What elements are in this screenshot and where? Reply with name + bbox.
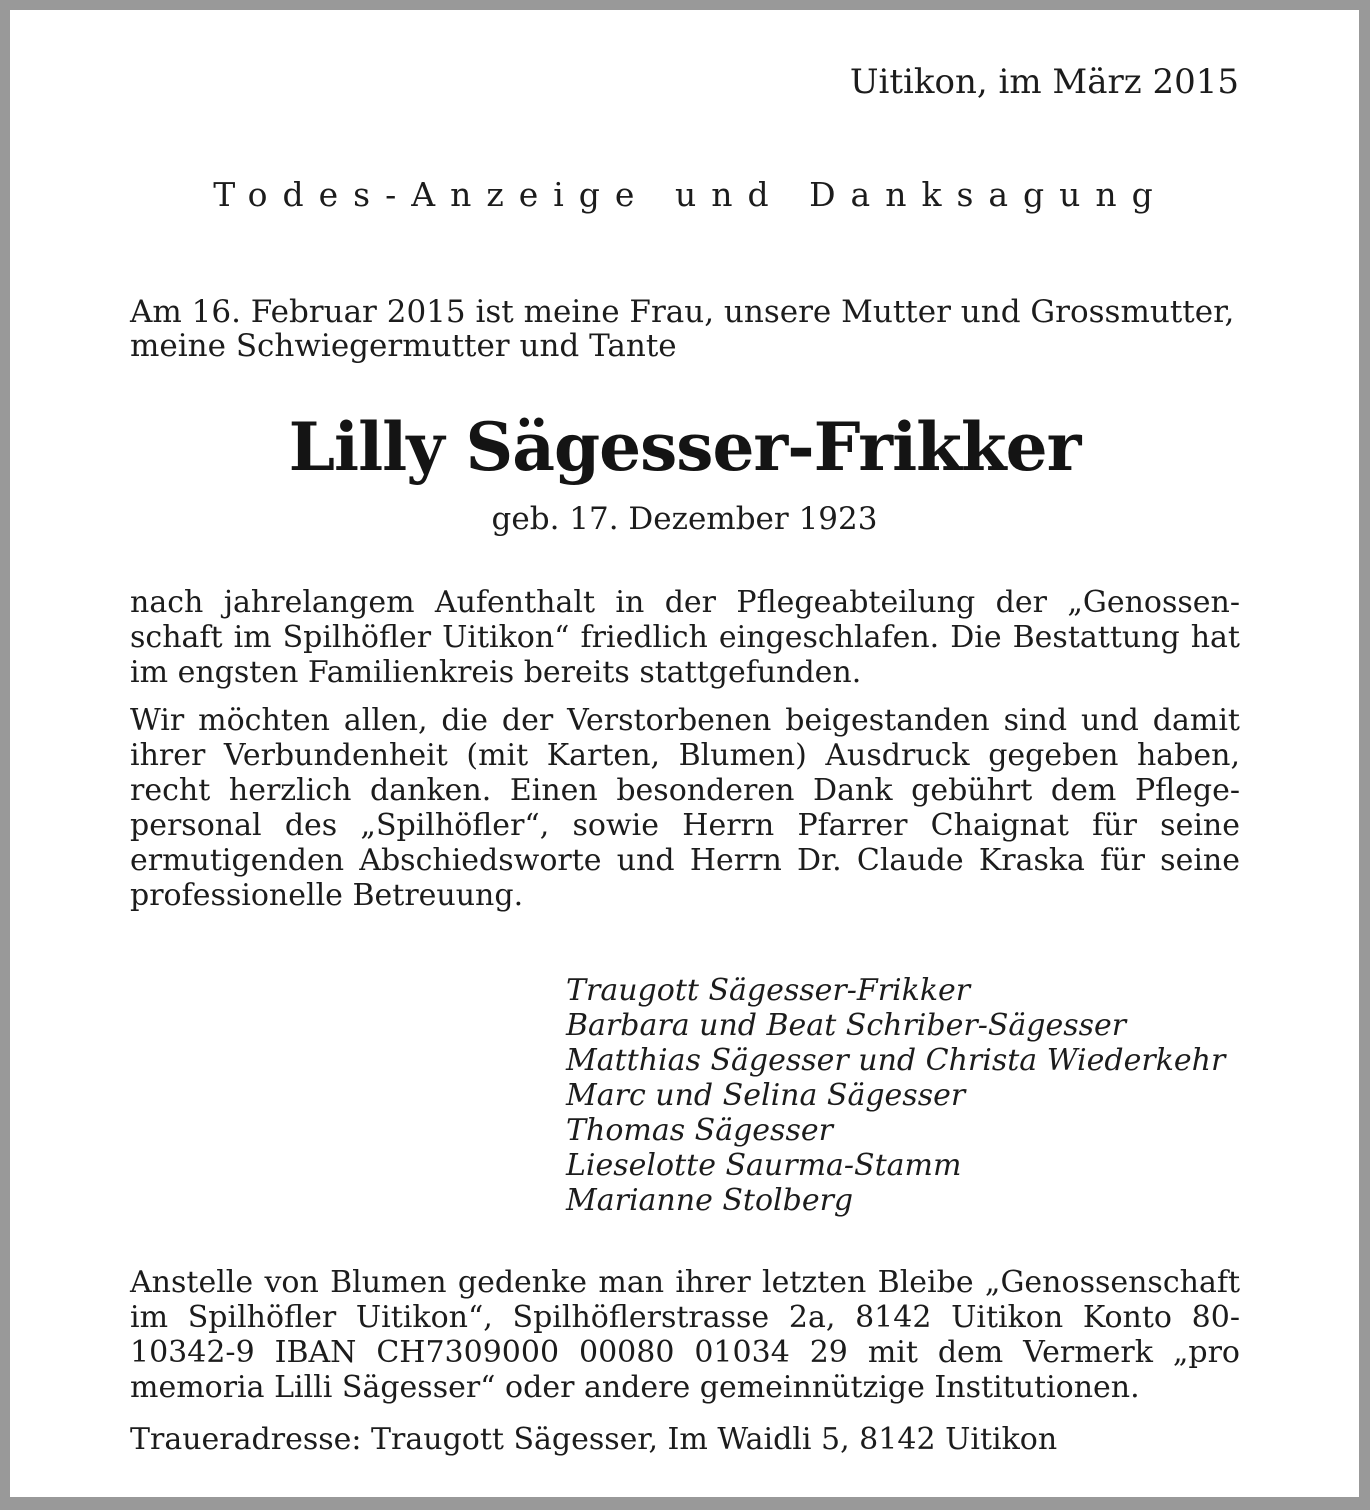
signer-name: Lieselotte Saurma-Stamm: [566, 1148, 962, 1183]
paragraph-donation: Anstelle von Blumen gedenke man ihrer letzten Bleibe „Genossenschaft im Spilhöfler Uitikon“, Spilhöflerstrasse 2a, 8142 Uitikon Konto 80-10342-9 IBAN CH7309000 00080 01034 29 mit dem Vermerk „pro memoria Lilli Sägesser“ oder andere gemeinnützige Institutionen.: [130, 1265, 1240, 1405]
signer-name: Thomas Sägesser: [566, 1113, 833, 1148]
signers-list: [566, 973, 1225, 1218]
mourning-address: Traueradresse: Traugott Sägesser, Im Waidli 5, 8142 Uitikon: [130, 1422, 1058, 1457]
birth-date: geb. 17. Dezember 1923: [491, 501, 878, 537]
paragraph-passing: nach jahrelangem Aufenthalt in der Pflegeabteilung der „Genossenschaft im Spilhöfler Uitikon“ friedlich eingeschlafen. Die Bestattung hat im engsten Familienkreis bereits stattgefunden.: [130, 585, 1240, 690]
signer-name: Matthias Sägesser und Christa Wiederkehr: [566, 1043, 1226, 1078]
deceased-name: Lilly Sägesser-Frikker: [288, 408, 1081, 486]
intro-text: [130, 295, 1240, 363]
notice-heading: Todes-Anzeige und Danksagung: [213, 175, 1168, 214]
paragraph-thanks: Wir möchten allen, die der Verstorbenen beigestanden sind und damit ihrer Verbundenheit (mit Karten, Blumen) Ausdruck gegeben haben, recht herzlich danken. Einen besonderen Dank gebührt dem Pflegepersonal des „Spilhöfler“, sowie Herrn Pfarrer Chaignat für seine ermutigenden Abschiedsworte und Herrn Dr. Claude Kraska für seine professionelle Betreuung.: [130, 703, 1240, 913]
signer-name: Marianne Stolberg: [566, 1183, 854, 1218]
signer-name: Traugott Sägesser-Frikker: [566, 973, 971, 1008]
obituary-notice: [10, 10, 1359, 1497]
intro-line-1: Am 16. Februar 2015 ist meine Frau, unsere Mutter und Grossmutter,: [130, 294, 1235, 330]
signer-name: Marc und Selina Sägesser: [566, 1078, 966, 1113]
dateline: Uitikon, im März 2015: [849, 62, 1239, 102]
signer-name: Barbara und Beat Schriber-Sägesser: [566, 1008, 1127, 1043]
intro-line-2: meine Schwiegermutter und Tante: [130, 328, 677, 364]
